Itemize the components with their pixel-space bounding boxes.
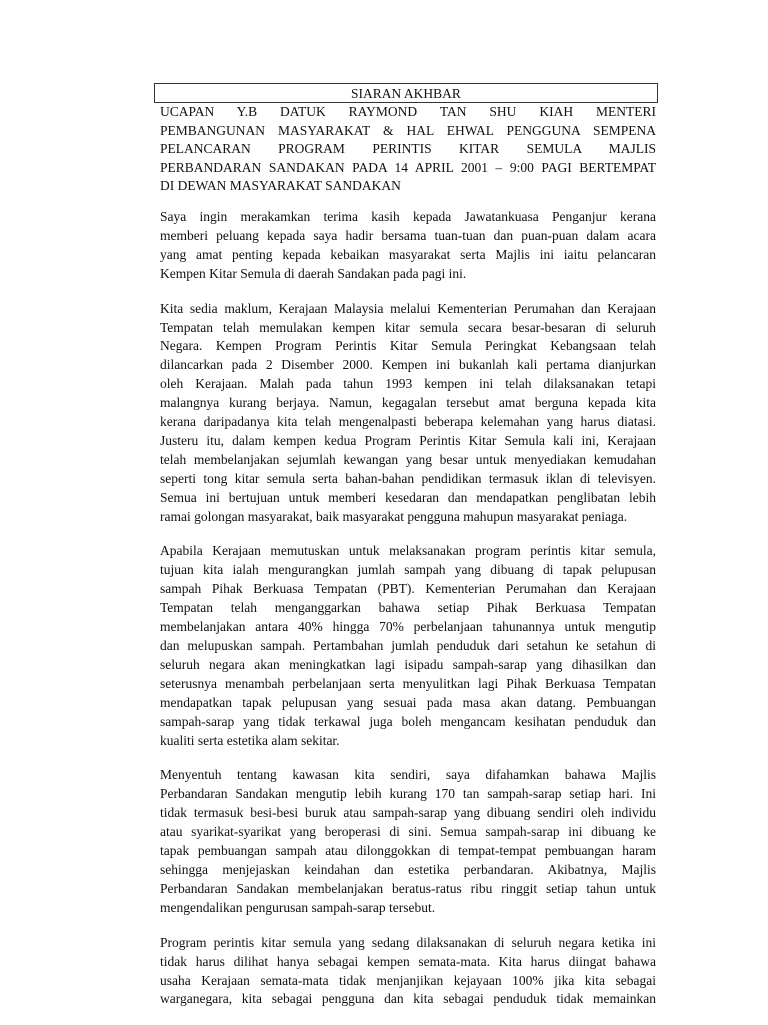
paragraph-5 <box>160 934 656 1010</box>
text-line: Menyentuh tentang kawasan kita sendiri, saya difahamkan bahawa Majlis <box>160 767 656 783</box>
text-line: Perbandaran Sandakan membelanjakan beratus-ratus ribu ringgit setiap tahun untuk <box>160 880 656 896</box>
paragraph-3 <box>160 542 656 750</box>
text-line: oleh Kerajaan. Malah pada tahun 1993 kempen ini telah dilaksanakan tetapi <box>160 376 656 392</box>
text-line: Semua ini bertujuan untuk memberi kesedaran dan mendapatkan penglibatan lebih <box>160 489 656 505</box>
text-line: Tempatan telah memulakan kempen kitar semula secara besar-besaran di seluruh <box>160 319 656 335</box>
text-line: dan melupuskan sampah. Pertambahan jumlah penduduk dari setahun ke setahun di <box>160 638 656 653</box>
text-line: membelanjakan antara 40% hingga 70% perbelanjaan tahunannya untuk mengutip <box>160 619 656 635</box>
text-line: usaha Kerajaan semata-mata tidak menjanjikan kejayaan 100% jika kita sebagai <box>160 972 656 988</box>
text-line: atau syarikat-syarikat yang beroperasi di sini. Semua sampah-sarap ini dibuang ke <box>160 824 656 840</box>
title-line: DI DEWAN MASYARAKAT SANDAKAN <box>160 178 401 194</box>
title-line: PEMBANGUNAN MASYARAKAT & HAL EHWAL PENGGUNA SEMPENA <box>160 122 656 138</box>
title-line: PELANCARAN PROGRAM PERINTIS KITAR SEMULA MAJLIS <box>160 141 656 157</box>
text-line: Perbandaran Sandakan mengutip lebih kurang 170 tan sampah-sarap setiap hari. Ini <box>160 786 656 802</box>
text-line: tujuan kita ialah mengurangkan jumlah sampah yang dibuang di tapak pelupusan <box>160 562 656 578</box>
text-line: tidak termasuk besi-besi buruk atau sampah-sarap yang dibuang sendiri oleh individu <box>160 805 656 821</box>
document-page <box>160 83 656 1025</box>
text-line: sampah-sarap yang tidak terkawal juga boleh mengancam kesihatan penduduk dan <box>160 713 656 729</box>
text-line: telah membelanjakan sejumlah kewangan yang besar untuk menyediakan kemudahan <box>160 451 656 467</box>
text-line: Tempatan telah menganggarkan bahawa setiap Pihak Berkuasa Tempatan <box>160 600 656 616</box>
text-line: kerana daripadanya kita telah mengenalpasti beberapa kelemahan yang harus diatasi. <box>160 414 656 430</box>
text-line: tidak harus dilihat hanya sebagai kempen semata-mata. Kita harus diingat bahawa <box>160 953 656 969</box>
text-line: yang amat penting kepada kebaikan masyarakat serta Majlis ini iaitu pelancaran <box>160 246 656 262</box>
paragraph-4 <box>160 766 656 917</box>
text-line: malangnya kurang berjaya. Namun, kegagalan tersebut amat berguna kepada kita <box>160 395 656 411</box>
text-line: ramai golongan masyarakat, baik masyarakat pengguna mahupun masyarakat peniaga. <box>160 508 628 524</box>
text-line: mendapatkan tapak pelupusan yang sesuai pada masa akan datang. Pembuangan <box>160 694 656 710</box>
text-line: memberi peluang kepada saya hadir bersama tuan-tuan dan puan-puan dalam acara <box>160 227 656 243</box>
text-line: seperti tong kitar semula serta bahan-bahan pendidikan termasuk iklan di televisyen. <box>160 470 656 486</box>
text-line: sehingga menjejaskan keindahan dan estetika perbandaran. Akibatnya, Majlis <box>160 861 656 877</box>
text-line: Justeru itu, dalam kempen kedua Program Perintis Kitar Semula kali ini, Kerajaan <box>160 432 656 448</box>
title-line: PERBANDARAN SANDAKAN PADA 14 APRIL 2001 – 9:00 PAGI BERTEMPAT <box>160 159 656 175</box>
text-line: tapak pembuangan sampah atau dilonggokkan di tempat-tempat pembuangan haram <box>160 843 656 859</box>
paragraph-1 <box>160 208 656 284</box>
text-line: seterusnya menambah perbelanjaan serta menyulitkan lagi Pihak Berkuasa Tempatan <box>160 675 656 691</box>
text-line: mengendalikan pengurusan sampah-sarap tersebut. <box>160 899 436 915</box>
text-line: Saya ingin merakamkan terima kasih kepada Jawatankuasa Penganjur kerana <box>160 208 656 224</box>
paragraph-2 <box>160 300 656 527</box>
text-line: seluruh negara akan meningkatkan lagi isipadu sampah-sarap yang dihasilkan dan <box>160 656 656 672</box>
text-line: warganegara, kita sebagai pengguna dan kita sebagai penduduk tidak memainkan <box>160 991 656 1007</box>
text-line: dilancarkan pada 2 Disember 2000. Kempen ini bukanlah kali pertama dianjurkan <box>160 357 656 373</box>
title-line: UCAPAN Y.B DATUK RAYMOND TAN SHU KIAH MENTERI <box>160 104 656 119</box>
text-line: kualiti serta estetika alam sekitar. <box>160 732 340 748</box>
speech-title <box>160 103 656 196</box>
text-line: Negara. Kempen Program Perintis Kitar Semula Peringkat Kebangsaan telah <box>160 338 656 354</box>
text-line: Kita sedia maklum, Kerajaan Malaysia melalui Kementerian Perumahan dan Kerajaan <box>160 300 656 316</box>
text-line: Kempen Kitar Semula di daerah Sandakan pada pagi ini. <box>160 265 467 281</box>
text-line: Apabila Kerajaan memutuskan untuk melaksanakan program perintis kitar semula, <box>160 543 656 559</box>
text-line: Program perintis kitar semula yang sedang dilaksanakan di seluruh negara ketika ini <box>160 934 656 950</box>
text-line: sampah Pihak Berkuasa Tempatan (PBT). Kementerian Perumahan dan Kerajaan <box>160 581 656 597</box>
press-release-header: SIARAN AKHBAR <box>154 83 658 103</box>
